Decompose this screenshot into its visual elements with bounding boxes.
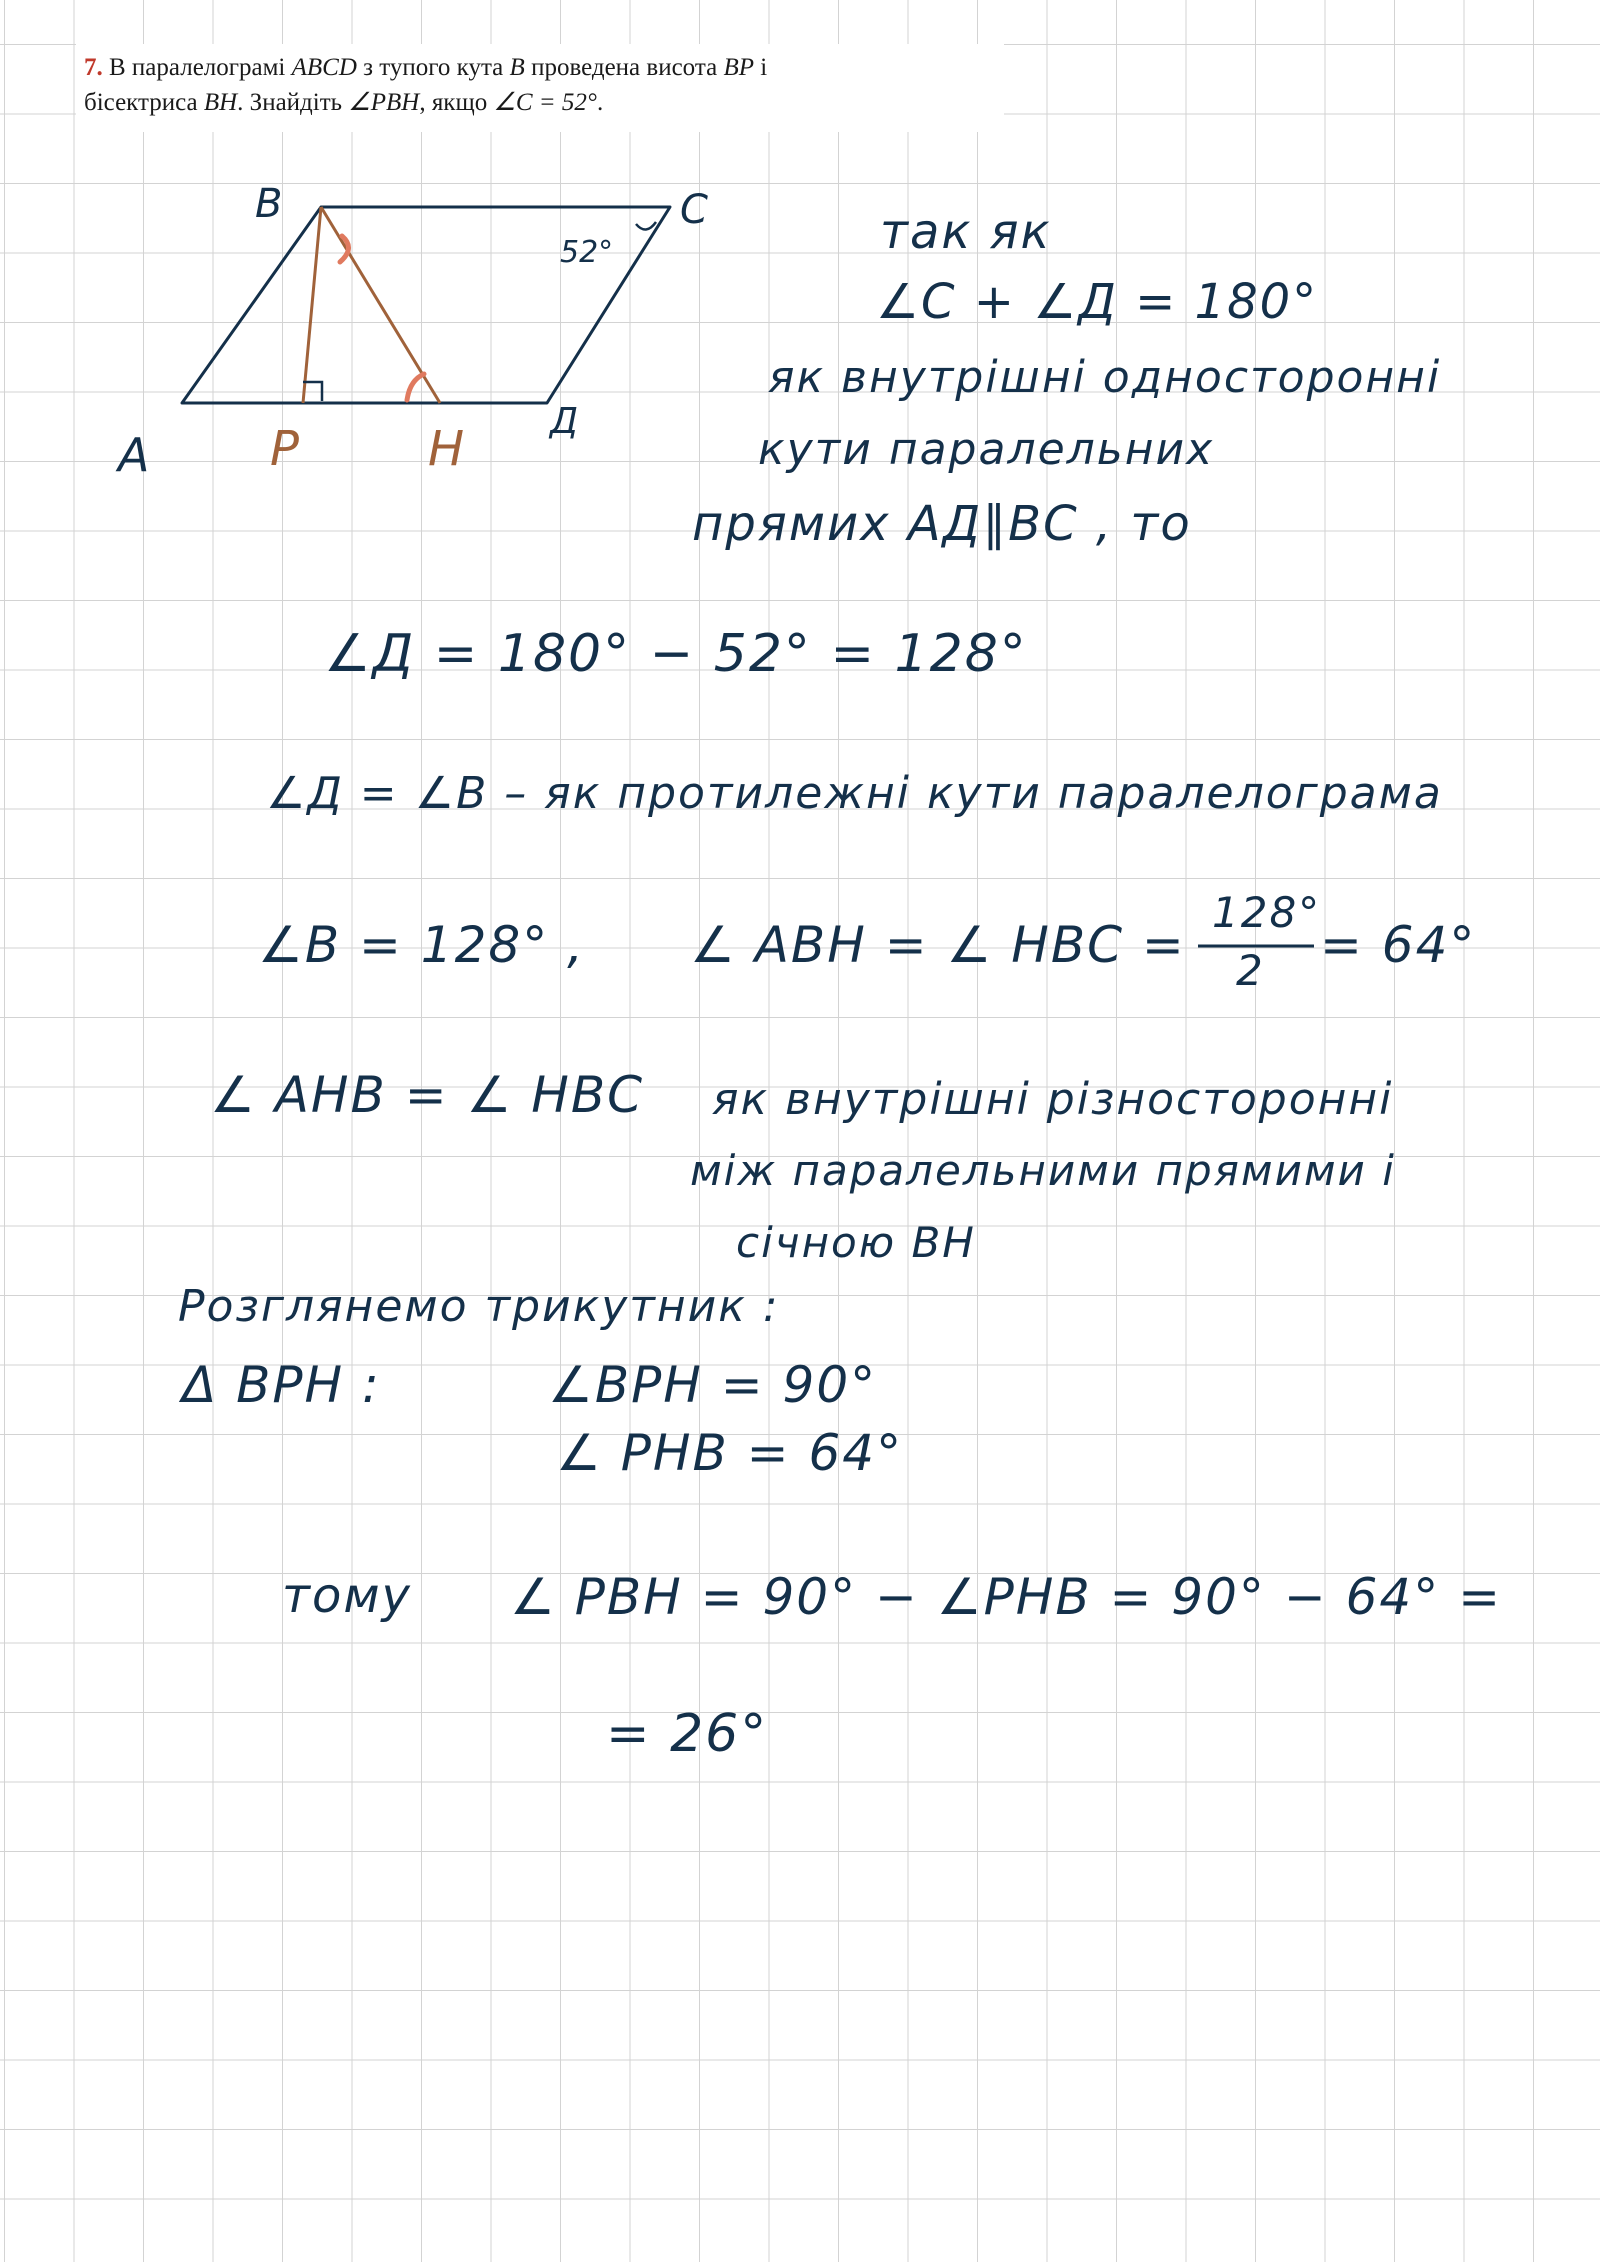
problem-text: , якщо [419, 89, 494, 116]
fraction-denominator: 2 [1236, 946, 1265, 995]
solution-line-1: так як [880, 204, 1052, 260]
solution-line-12: Розглянемо трикутник : [178, 1281, 780, 1332]
problem-text: з тупого кута [356, 54, 510, 81]
solution-line-7: ∠Д = ∠B – як протилежні кути паралелограма [266, 768, 1443, 819]
problem-text: і [753, 54, 768, 81]
vertex-label-c: C [680, 187, 708, 233]
solution-line-2: ∠C + ∠Д = 180° [876, 274, 1319, 330]
solution-line-8b: ∠ ABH = ∠ HBC = [690, 916, 1186, 974]
solution-line-9b: як внутрішні різносторонні [712, 1074, 1394, 1125]
solution-line-8c: = 64° [1320, 916, 1477, 974]
angle-h-arc-mark [407, 374, 424, 400]
solution-line-4: кути паралельних [758, 424, 1215, 475]
solution-line-10: між паралельними прямими і [690, 1146, 1396, 1195]
solution-line-16: = 26° [606, 1704, 769, 1764]
solution-line-13b: ∠BPH = 90° [548, 1356, 878, 1414]
vertex-label-b: B [255, 181, 283, 227]
problem-given-angle: ∠C = 52° [493, 89, 597, 116]
problem-target-angle: ∠PBH [348, 89, 420, 116]
angle-c-label: 52° [560, 235, 614, 270]
solution-line-14: ∠ PHB = 64° [556, 1424, 904, 1482]
height-bp-line [303, 207, 321, 403]
solution-line-9a: ∠ AHB = ∠ HBC [210, 1066, 645, 1124]
problem-parallelogram-name: ABCD [291, 54, 357, 81]
point-label-h: H [428, 421, 465, 477]
solution-line-3: як внутрішні односторонні [768, 352, 1442, 403]
problem-text: проведена висота [524, 54, 724, 81]
vertex-label-d: Д [550, 401, 579, 442]
problem-height-bp: BP [723, 54, 754, 81]
problem-text: . [596, 89, 604, 116]
point-label-p: P [270, 421, 299, 477]
solution-line-6: ∠Д = 180° − 52° = 128° [324, 624, 1028, 684]
solution-line-15a: тому [282, 1568, 412, 1624]
problem-text: В паралелограмі [102, 54, 292, 81]
problem-text: . Знайдіть [237, 89, 349, 116]
solution-line-13a: Δ BPH : [182, 1356, 381, 1414]
solution-line-8a: ∠B = 128° , [258, 916, 586, 974]
fraction-numerator: 128° [1212, 888, 1322, 937]
solution-line-11: січною BH [736, 1218, 976, 1267]
problem-vertex-b: B [509, 54, 525, 81]
angle-c-arc-mark [636, 222, 656, 230]
vertex-label-a: A [118, 428, 150, 482]
solution-line-15b: ∠ PBH = 90° − ∠PHB = 90° − 64° = [510, 1568, 1503, 1626]
problem-bisector-bh: BH [203, 89, 238, 116]
problem-text: бісектриса [84, 89, 204, 116]
problem-number: 7. [84, 54, 103, 81]
solution-line-5: прямих АД∥ВС , то [692, 496, 1192, 552]
